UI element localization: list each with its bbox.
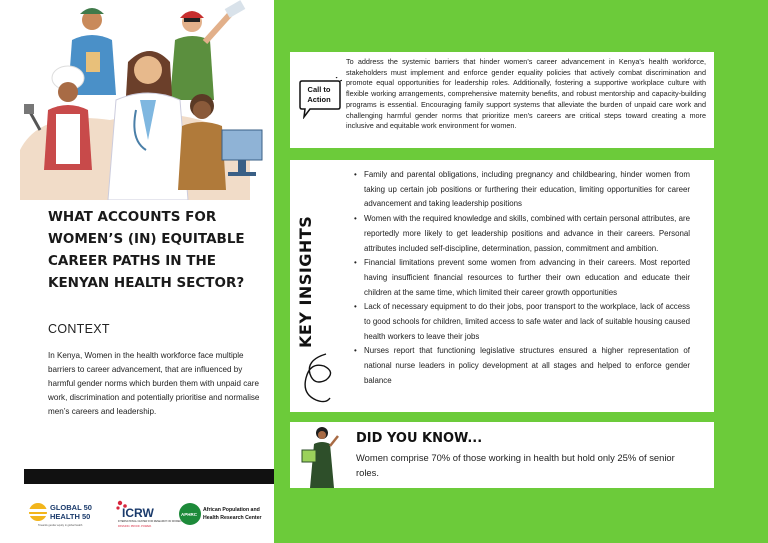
partner-logos	[0, 494, 274, 534]
female-symbol-line-art-icon	[296, 350, 336, 406]
aphrc-logo	[179, 503, 262, 525]
global-line1: GLOBAL 50	[50, 503, 92, 512]
insight-item: • Nurses report that functioning legislative structures ensured a higher representation of national nurse leaders in policy development at all stages and helped to enforce gender balance	[364, 344, 690, 388]
cta-label-line2: Action	[307, 95, 331, 104]
insight-item: • Women with the required knowledge and skills, combined with certain personal attributes, are reportedly more likely to get leadership positions and advance in their careers. Personal attributes included self-discipline, determination, passion, commitment and ambition.	[364, 212, 690, 256]
context-body: In Kenya, Women in the health workforce face multiple barriers to career advancement, that are influenced by harmful gender norms which burden them with unpaid care work, discrimination and potentially prioritise and normalise men’s careers and leadership.	[48, 351, 260, 416]
footer-divider-bar	[24, 469, 274, 484]
icrw-sub: INTERNATIONAL CENTER FOR RESEARCH ON WOMEN	[118, 520, 182, 523]
icrw-tagline: PASSION. PROOF. POWER.	[118, 525, 152, 528]
key-insights-list	[364, 168, 690, 389]
did-you-know-card	[290, 422, 714, 488]
did-you-know-heading: DID YOU KNOW...	[356, 431, 483, 446]
global-line2: HEALTH 50	[50, 512, 91, 521]
key-insights-card	[290, 160, 714, 412]
page-title: WHAT ACCOUNTS FOR WOMEN’S (IN) EQUITABLE CAREER PATHS IN THE KENYAN HEALTH SECTOR?	[48, 209, 245, 291]
context-heading: CONTEXT	[48, 322, 110, 336]
global-tagline: Towards gender equity in global health	[38, 524, 83, 527]
left-panel	[0, 0, 274, 543]
global-health-5050-logo	[29, 503, 92, 527]
insight-item: • Lack of necessary equipment to do their jobs, poor transport to the workplace, lack of access to good schools for children, limited access to safe water and lack of suitable housing caused health workers to leave their jobs	[364, 300, 690, 344]
insight-item: • Family and parental obligations, including pregnancy and childbearing, hinder women from taking up certain job positions or furthering their education, limiting opportunities for career advancement and taking leadership positions	[364, 168, 690, 212]
did-you-know-body: Women comprise 70% of those working in health but hold only 25% of senior roles.	[356, 452, 675, 478]
icrw-name: ICRW	[122, 506, 154, 520]
key-insights-heading: KEY INSIGHTS	[296, 215, 315, 348]
aphrc-mark: APHRC	[181, 512, 198, 517]
call-to-action-label	[302, 85, 336, 105]
aphrc-line1: African Population and	[203, 507, 260, 513]
icrw-logo	[116, 501, 181, 528]
cta-label-line1: Call to	[307, 85, 331, 94]
health-workers-illustration	[0, 0, 274, 200]
aphrc-line2: Health Research Center	[203, 515, 262, 521]
call-to-action-card	[290, 52, 714, 148]
call-to-action-body: To address the systemic barriers that hinder women's career advancement in Kenya's health workforce, stakeholders must implement and enforce gender equality policies that actively combat discrimination and promote equal opportunities for leadership roles. Additionally, fostering a supportive workplace culture with flexible working arrangements, comprehensive maternity benefits, and robust mentorship and capacity-building programs is essential. Encouraging family support systems that alleviate the burden of unpaid care work and challenging harmful gender norms that prioritize men's careers are critical steps toward creating a more inclusive and equitable work environment for women.	[346, 57, 706, 131]
woman-holding-sign-illustration	[298, 424, 342, 488]
insight-item: • Financial limitations prevent some women from advancing in their careers. Most reported having insufficient financial resources to further their own education and educate their children at the same time, which limited their career growth opportunities	[364, 256, 690, 300]
